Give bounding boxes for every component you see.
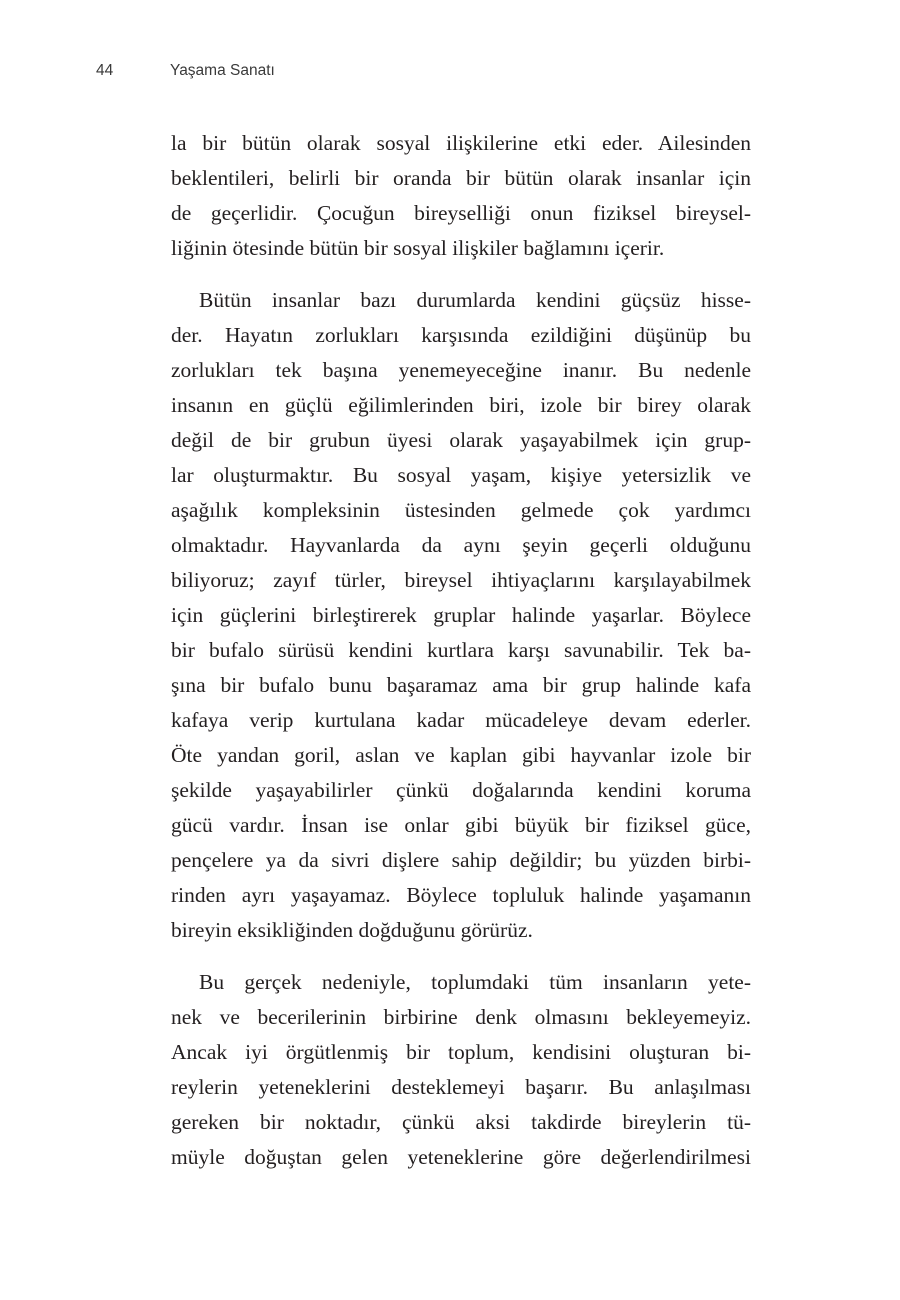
text-line: Ancak iyi örgütlenmiş bir toplum, kendisini oluşturan bi-	[171, 1040, 751, 1064]
text-line: rinden ayrı yaşayamaz. Böylece topluluk halinde yaşamanın	[171, 883, 751, 907]
page-number: 44	[96, 62, 114, 79]
text-line: şına bir bufalo bunu başaramaz ama bir grup halinde kafa	[171, 673, 751, 697]
text-line: Bu gerçek nedeniyle, toplumdaki tüm insanların yete-	[199, 970, 751, 994]
text-line: insanın en güçlü eğilimlerinden biri, izole bir birey olarak	[171, 393, 751, 417]
text-line: zorlukları tek başına yenemeyeceğine inanır. Bu nedenle	[171, 358, 751, 382]
paragraph	[171, 965, 751, 1175]
text-line: değil de bir grubun üyesi olarak yaşayabilmek için grup-	[171, 428, 751, 452]
text-line: müyle doğuştan gelen yeteneklerine göre değerlendirilmesi	[171, 1145, 751, 1169]
body-text	[171, 126, 751, 1192]
text-line: nek ve becerilerinin birbirine denk olmasını bekleyemeyiz.	[171, 1005, 751, 1029]
text-line: liğinin ötesinde bütün bir sosyal ilişkiler bağlamını içerir.	[171, 236, 665, 260]
running-title: Yaşama Sanatı	[170, 62, 275, 79]
text-line: aşağılık kompleksinin üstesinden gelmede çok yardımcı	[171, 498, 751, 522]
text-line: bir bufalo sürüsü kendini kurtlara karşı savunabilir. Tek ba-	[171, 638, 751, 662]
text-line: Bütün insanlar bazı durumlarda kendini güçsüz hisse-	[199, 288, 751, 312]
text-line: la bir bütün olarak sosyal ilişkilerine etki eder. Ailesinden	[171, 131, 751, 155]
text-line: pençelere ya da sivri dişlere sahip değildir; bu yüzden birbi-	[171, 848, 751, 872]
text-line: bireyin eksikliğinden doğduğunu görürüz.	[171, 918, 533, 942]
text-line: şekilde yaşayabilirler çünkü doğalarında kendini koruma	[171, 778, 751, 802]
paragraph	[171, 126, 751, 266]
text-line: için güçlerini birleştirerek gruplar halinde yaşarlar. Böylece	[171, 603, 751, 627]
text-line: lar oluşturmaktır. Bu sosyal yaşam, kişiye yetersizlik ve	[171, 463, 751, 487]
text-line: de geçerlidir. Çocuğun bireyselliği onun fiziksel bireysel-	[171, 201, 751, 225]
running-header	[96, 62, 275, 80]
text-line: beklentileri, belirli bir oranda bir bütün olarak insanlar için	[171, 166, 751, 190]
text-line: kafaya verip kurtulana kadar mücadeleye devam ederler.	[171, 708, 751, 732]
text-line: biliyoruz; zayıf türler, bireysel ihtiyaçlarını karşılayabilmek	[171, 568, 751, 592]
text-line: olmaktadır. Hayvanlarda da aynı şeyin geçerli olduğunu	[171, 533, 751, 557]
paragraph	[171, 283, 751, 948]
text-line: reylerin yeteneklerini desteklemeyi başarır. Bu anlaşılması	[171, 1075, 751, 1099]
text-line: gereken bir noktadır, çünkü aksi takdirde bireylerin tü-	[171, 1110, 751, 1134]
text-line: der. Hayatın zorlukları karşısında ezildiğini düşünüp bu	[171, 323, 751, 347]
text-line: gücü vardır. İnsan ise onlar gibi büyük bir fiziksel güce,	[171, 813, 751, 837]
text-line: Öte yandan goril, aslan ve kaplan gibi hayvanlar izole bir	[171, 743, 751, 767]
